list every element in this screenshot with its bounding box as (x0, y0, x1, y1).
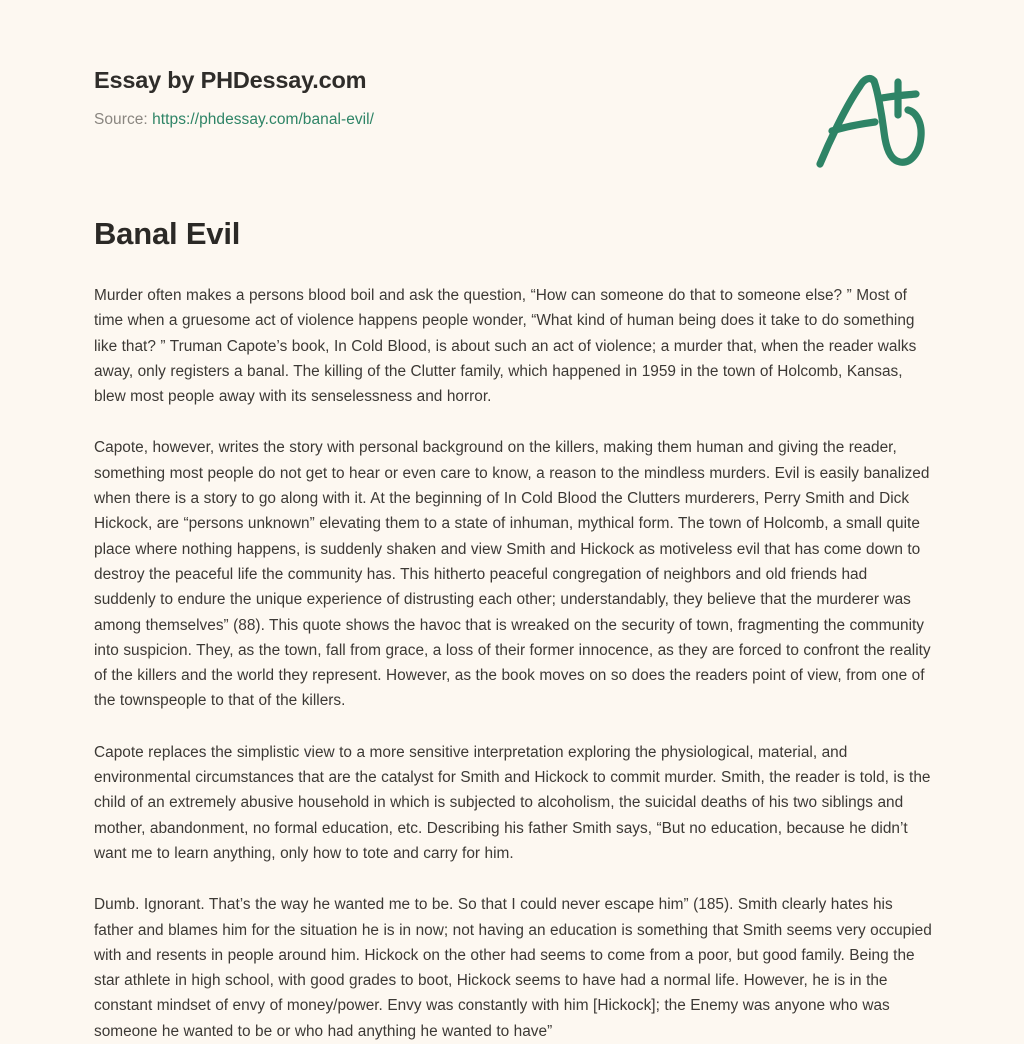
essay-paragraph: Dumb. Ignorant. That’s the way he wanted me to be. So that I could never escape him” (185). Smith clearly hates his father and blames him for the situation he is in now; not having an education is something that Smith seems very occupied with and resents in people around him. Hickock on the other had seems to come from a poor, but good family. Being the star athlete in high school, with good grades to boot, Hickock seems to have had a normal life. However, he is in the constant mindset of envy of money/power. Envy was constantly with him [Hickock]; the Enemy was anyone who was someone he wanted to be or who had anything he wanted to have” (94, 896, 932, 1040)
source-label: Source: (94, 111, 148, 129)
essay-paragraph: Murder often makes a persons blood boil and ask the question, “How can someone do that to someone else? ” Most of time when a gruesome act of violence happens people wonder, “What kind of human being does it take to do something like that? ” Truman Capote’s book, In Cold Blood, is about such an act of violence; a murder that, when the reader walks away, only registers a banal. The killing of the Clutter family, which happened in 1959 in the town of Holcomb, Kansas, blew most people away with its senselessness and horror. (94, 287, 917, 406)
source-url-link[interactable]: https://phdessay.com/banal-evil/ (152, 111, 375, 129)
brand-title: Essay by PHDessay.com (94, 67, 367, 93)
page-header (94, 66, 934, 131)
source-line (94, 110, 934, 130)
essay-paragraph: Capote replaces the simplistic view to a more sensitive interpretation exploring the physiological, material, and environmental circumstances that are the catalyst for Smith and Hickock to commit murder. Smith, the reader is told, is the child of an extremely abusive household in which is subjected to alcoholism, the suicidal deaths of his two siblings and mother, abandonment, no formal education, etc. Describing his father Smith says, “But no education, because he didn’t want me to learn anything, only how to tote and carry for him. (94, 743, 931, 862)
aplus-logo (812, 70, 932, 170)
aplus-logo-icon (812, 70, 932, 170)
page-title: Banal Evil (94, 216, 241, 251)
essay-body (94, 283, 932, 1044)
essay-paragraph: Capote, however, writes the story with personal background on the killers, making them human and giving the reader, something most people do not get to hear or even care to know, a reason to the mindless murders. Evil is easily banalized when there is a story to go along with it. At the beginning of In Cold Blood the Clutters murderers, Perry Smith and Dick Hickock, are “persons unknown” elevating them to a state of inhuman, mythical form. The town of Holcomb, a small quite place where nothing happens, is suddenly shaken and view Smith and Hickock as motiveless evil that has come down to destroy the peaceful life the community has. This hitherto peaceful congregation of neighbors and old friends had suddenly to endure the unique experience of distrusting each other; understandably, they believe that the murderer was among themselves” (88). This quote shows the havoc that is wreaked on the security of town, fragmenting the community into suspicion. They, as the town, fall from grace, a loss of their former innocence, as they are forced to confront the reality of the killers and the world they represent. However, as the book moves on so does the readers point of view, from one of the townspeople to that of the killers. (94, 439, 931, 710)
